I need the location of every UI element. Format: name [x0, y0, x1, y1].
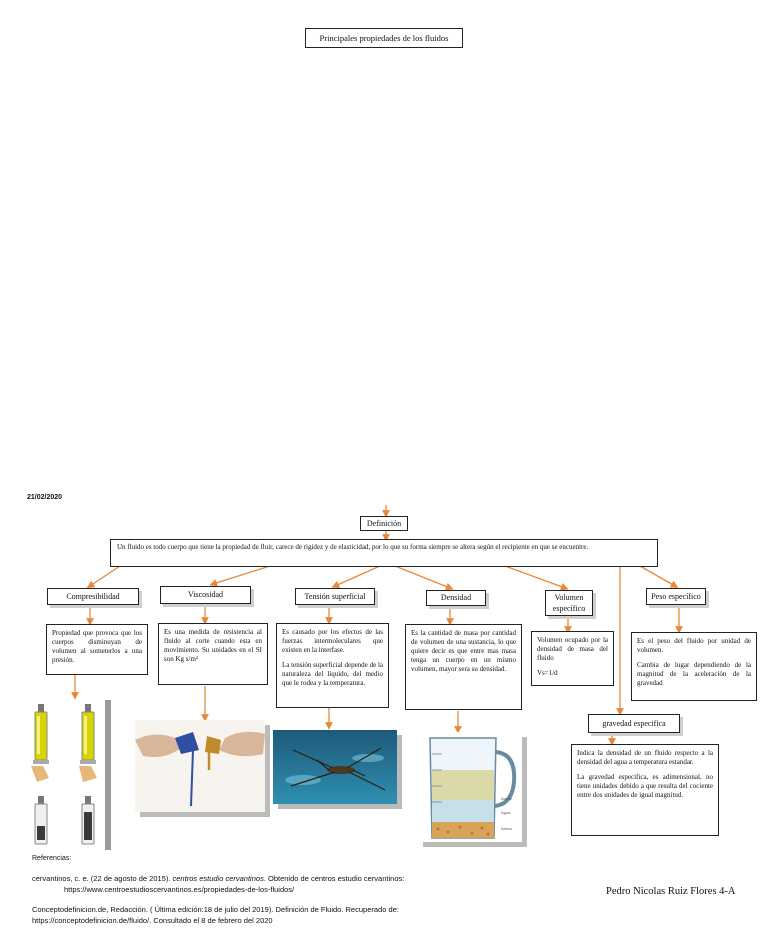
water-strider-icon [273, 730, 397, 804]
author-name: Pedro Nicolas Ruiz Flores 4-A [606, 886, 736, 897]
gravedad-especifica-label-text: gravedad especifica [602, 719, 666, 728]
beaker-label-aceite: Aceite [501, 796, 513, 801]
pouring-liquids-icon [135, 720, 265, 812]
date: 21/02/2020 [27, 494, 63, 501]
surface-tension-image [273, 730, 397, 804]
volumen-especifico-formula: Vs=1/d [537, 669, 558, 677]
densidad-text: Es la cantidad de masa por cantidad de volumen de una sustancia, lo que quiere decir es que entre mas masa tenga un cuerpo en un mismo volumen, mayor sera su densidad. [411, 629, 516, 673]
tension-superficial-label-text: Tensión superficial [304, 592, 366, 601]
viscosity-image [135, 720, 265, 812]
reference-1-prefix: cervantinos, c. e. (22 de agosto de 2015). [32, 874, 173, 883]
reference-1-title: centros estudio cervantinos [172, 874, 264, 883]
reference-1 [32, 873, 492, 884]
peso-especifico-text-2: Cambia de lugar dependiendo de la magnitud de la aceleración de la gravedad [637, 661, 751, 687]
reference-1-suffix: . Obtenido de centros estudio cervantinos: [263, 874, 405, 883]
gravedad-especifica-text-1: Indica la densidad de un fluido respecto a la densidad del agua a temperatura estandar. [577, 749, 713, 766]
beaker-label-agua: Agua [501, 810, 511, 815]
peso-especifico-label-text: Peso específico [651, 592, 701, 601]
volumen-especifico-label [545, 590, 593, 616]
tension-superficial-text-2: La tensión superficial depende de la naturaleza del líquido, del medio que le rodea y la temperatura. [282, 661, 383, 687]
page-title [305, 28, 463, 48]
reference-2-line-2[interactable]: https://conceptodefinicion.de/fluido/. Consultado el 8 de febrero del 2020 [32, 916, 273, 925]
definition-box [110, 539, 658, 567]
reference-1-url[interactable]: https://www.centroestudioscervantinos.es/propiedades-de-los-fluidos/ [64, 885, 295, 894]
definition-text: Un fluido es todo cuerpo que tiene la propiedad de fluir, carece de rigidez y de elasticidad, por lo que su forma siempre se altera según el recipiente en que se encuentre. [117, 543, 589, 551]
peso-especifico-label [646, 588, 706, 605]
gravedad-especifica-text-2: La gravedad especifica, es adimensional, no tiene unidades debido a que resulta del cociente entre dos unidades de igual magnitud. [577, 773, 713, 799]
page-title-text: Principales propiedades de los fluidos [319, 33, 449, 43]
peso-especifico-text-box [631, 632, 757, 701]
definition-label-text: Definición [366, 519, 402, 528]
peso-especifico-text-1: Es el peso del fluido por unidad de volumen. [637, 637, 751, 654]
references-heading: Referencias: [32, 855, 72, 862]
densidad-label-text: Densidad [440, 593, 472, 602]
density-beaker-image [418, 732, 522, 842]
compresibilidad-label-text: Compresibilidad [66, 592, 120, 601]
densidad-label [426, 590, 486, 606]
viscosidad-text-box [158, 623, 268, 685]
compresibilidad-text-box [46, 624, 148, 675]
definition-label [360, 516, 408, 531]
beaker-label-arena: Arena [501, 826, 512, 831]
syringes-icon [29, 700, 111, 850]
gravedad-especifica-text-box [571, 744, 719, 836]
tension-superficial-text-box [276, 623, 389, 708]
volumen-especifico-text: Volumen ocupado por la densidad de masa del fluido [537, 636, 608, 662]
viscosidad-label-text: Viscosidad [187, 590, 224, 599]
syringes-image [29, 700, 111, 850]
volumen-especifico-text-box [531, 631, 614, 686]
compresibilidad-text: Propiedad que provoca que los cuerpos disminuyan de volumen al someterlos a una presión. [52, 629, 142, 664]
tension-superficial-text-1: Es causado por los efectos de las fuerzas intermoleculares que existen en la interfase. [282, 628, 383, 654]
viscosidad-text: Es una medida de resistencia al fluido al corte cuando esta en movimiento. Su unidades en el SI son Kg s/m² [164, 628, 262, 663]
gravedad-especifica-label [588, 714, 680, 733]
reference-2-line-1: Conceptodefinicion.de, Redacción. ( Última edición:18 de julio del 2019). Definición de Fluido. Recuperado de: [32, 905, 399, 914]
volumen-especifico-label-text: Volumen específico [552, 593, 586, 613]
tension-superficial-label [295, 588, 375, 605]
viscosidad-label [160, 586, 251, 604]
densidad-text-box [405, 624, 522, 710]
compresibilidad-label [47, 588, 139, 605]
